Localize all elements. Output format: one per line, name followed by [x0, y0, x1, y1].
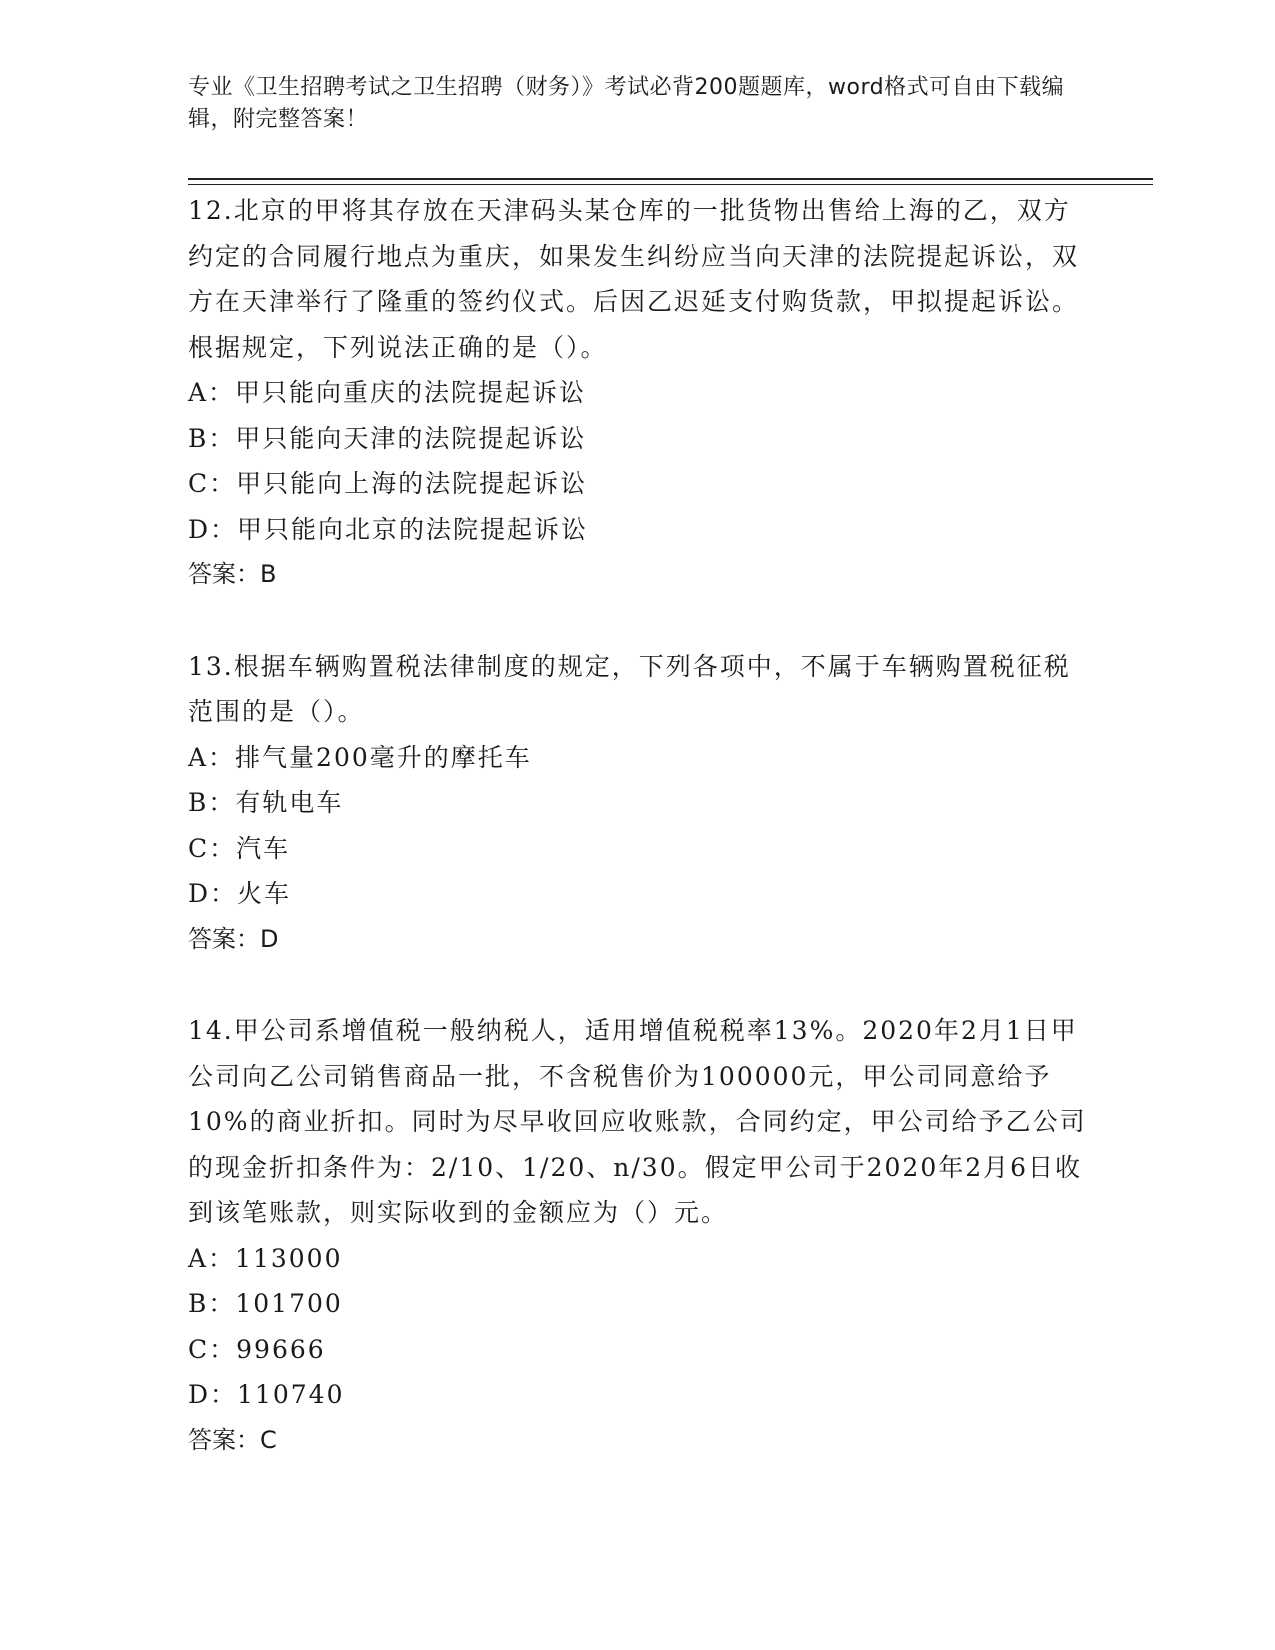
- option-a: A：113000: [188, 1243, 343, 1273]
- question-spacer: [188, 598, 1088, 644]
- option-d: D：110740: [188, 1380, 345, 1409]
- option-d: D：火车: [188, 879, 292, 908]
- option-b: B：有轨电车: [188, 788, 344, 817]
- question-14: [188, 1008, 1088, 1463]
- option-b: B：101700: [188, 1289, 343, 1318]
- option-a: A：排气量200毫升的摩托车: [188, 742, 532, 772]
- answer-label: 答案：D: [188, 924, 279, 953]
- option-b: B：甲只能向天津的法院提起诉讼: [188, 423, 587, 453]
- question-stem: 12.北京的甲将其存放在天津码头某仓库的一批货物出售给上海的乙，双方约定的合同履行地点为重庆，如果发生纠纷应当向天津的法院提起诉讼，双方在天津举行了隆重的签约仪式。后因乙迟延支付购货款，甲拟提起诉讼。根据规定，下列说法正确的是（）。: [188, 196, 1080, 362]
- document-header: 专业《卫生招聘考试之卫生招聘（财务）》考试必背200题题库，word格式可自由下载编辑，附完整答案！: [188, 75, 1065, 132]
- question-12: [188, 188, 1088, 598]
- option-c: C：甲只能向上海的法院提起诉讼: [188, 469, 588, 498]
- question-spacer: [188, 962, 1088, 1008]
- question-stem: 13.根据车辆购置税法律制度的规定，下列各项中，不属于车辆购置税征税范围的是（）。: [188, 651, 1071, 726]
- header-rule-thin: [188, 184, 1153, 185]
- answer-label: 答案：B: [188, 560, 277, 588]
- answer-label: 答案：C: [188, 1425, 277, 1454]
- question-list: [188, 188, 1088, 1463]
- question-stem: 14.甲公司系增值税一般纳税人，适用增值税税率13%。2020年2月1日甲公司向乙公司销售商品一批，不含税售价为100000元，甲公司同意给予10%的商业折扣。同时为尽早收回应收账款，合同约定，甲公司给予乙公司的现金折扣条件为：2/10、1/20、n/30。假定甲公司于2020年2月6日收到该笔账款，则实际收到的金额应为（）元。: [188, 1016, 1087, 1227]
- question-13: [188, 644, 1088, 963]
- option-a: A：甲只能向重庆的法院提起诉讼: [188, 378, 587, 407]
- option-d: D：甲只能向北京的法院提起诉讼: [188, 514, 589, 544]
- header-rule-thick: [188, 178, 1153, 180]
- option-c: C：99666: [188, 1334, 326, 1364]
- option-c: C：汽车: [188, 833, 291, 863]
